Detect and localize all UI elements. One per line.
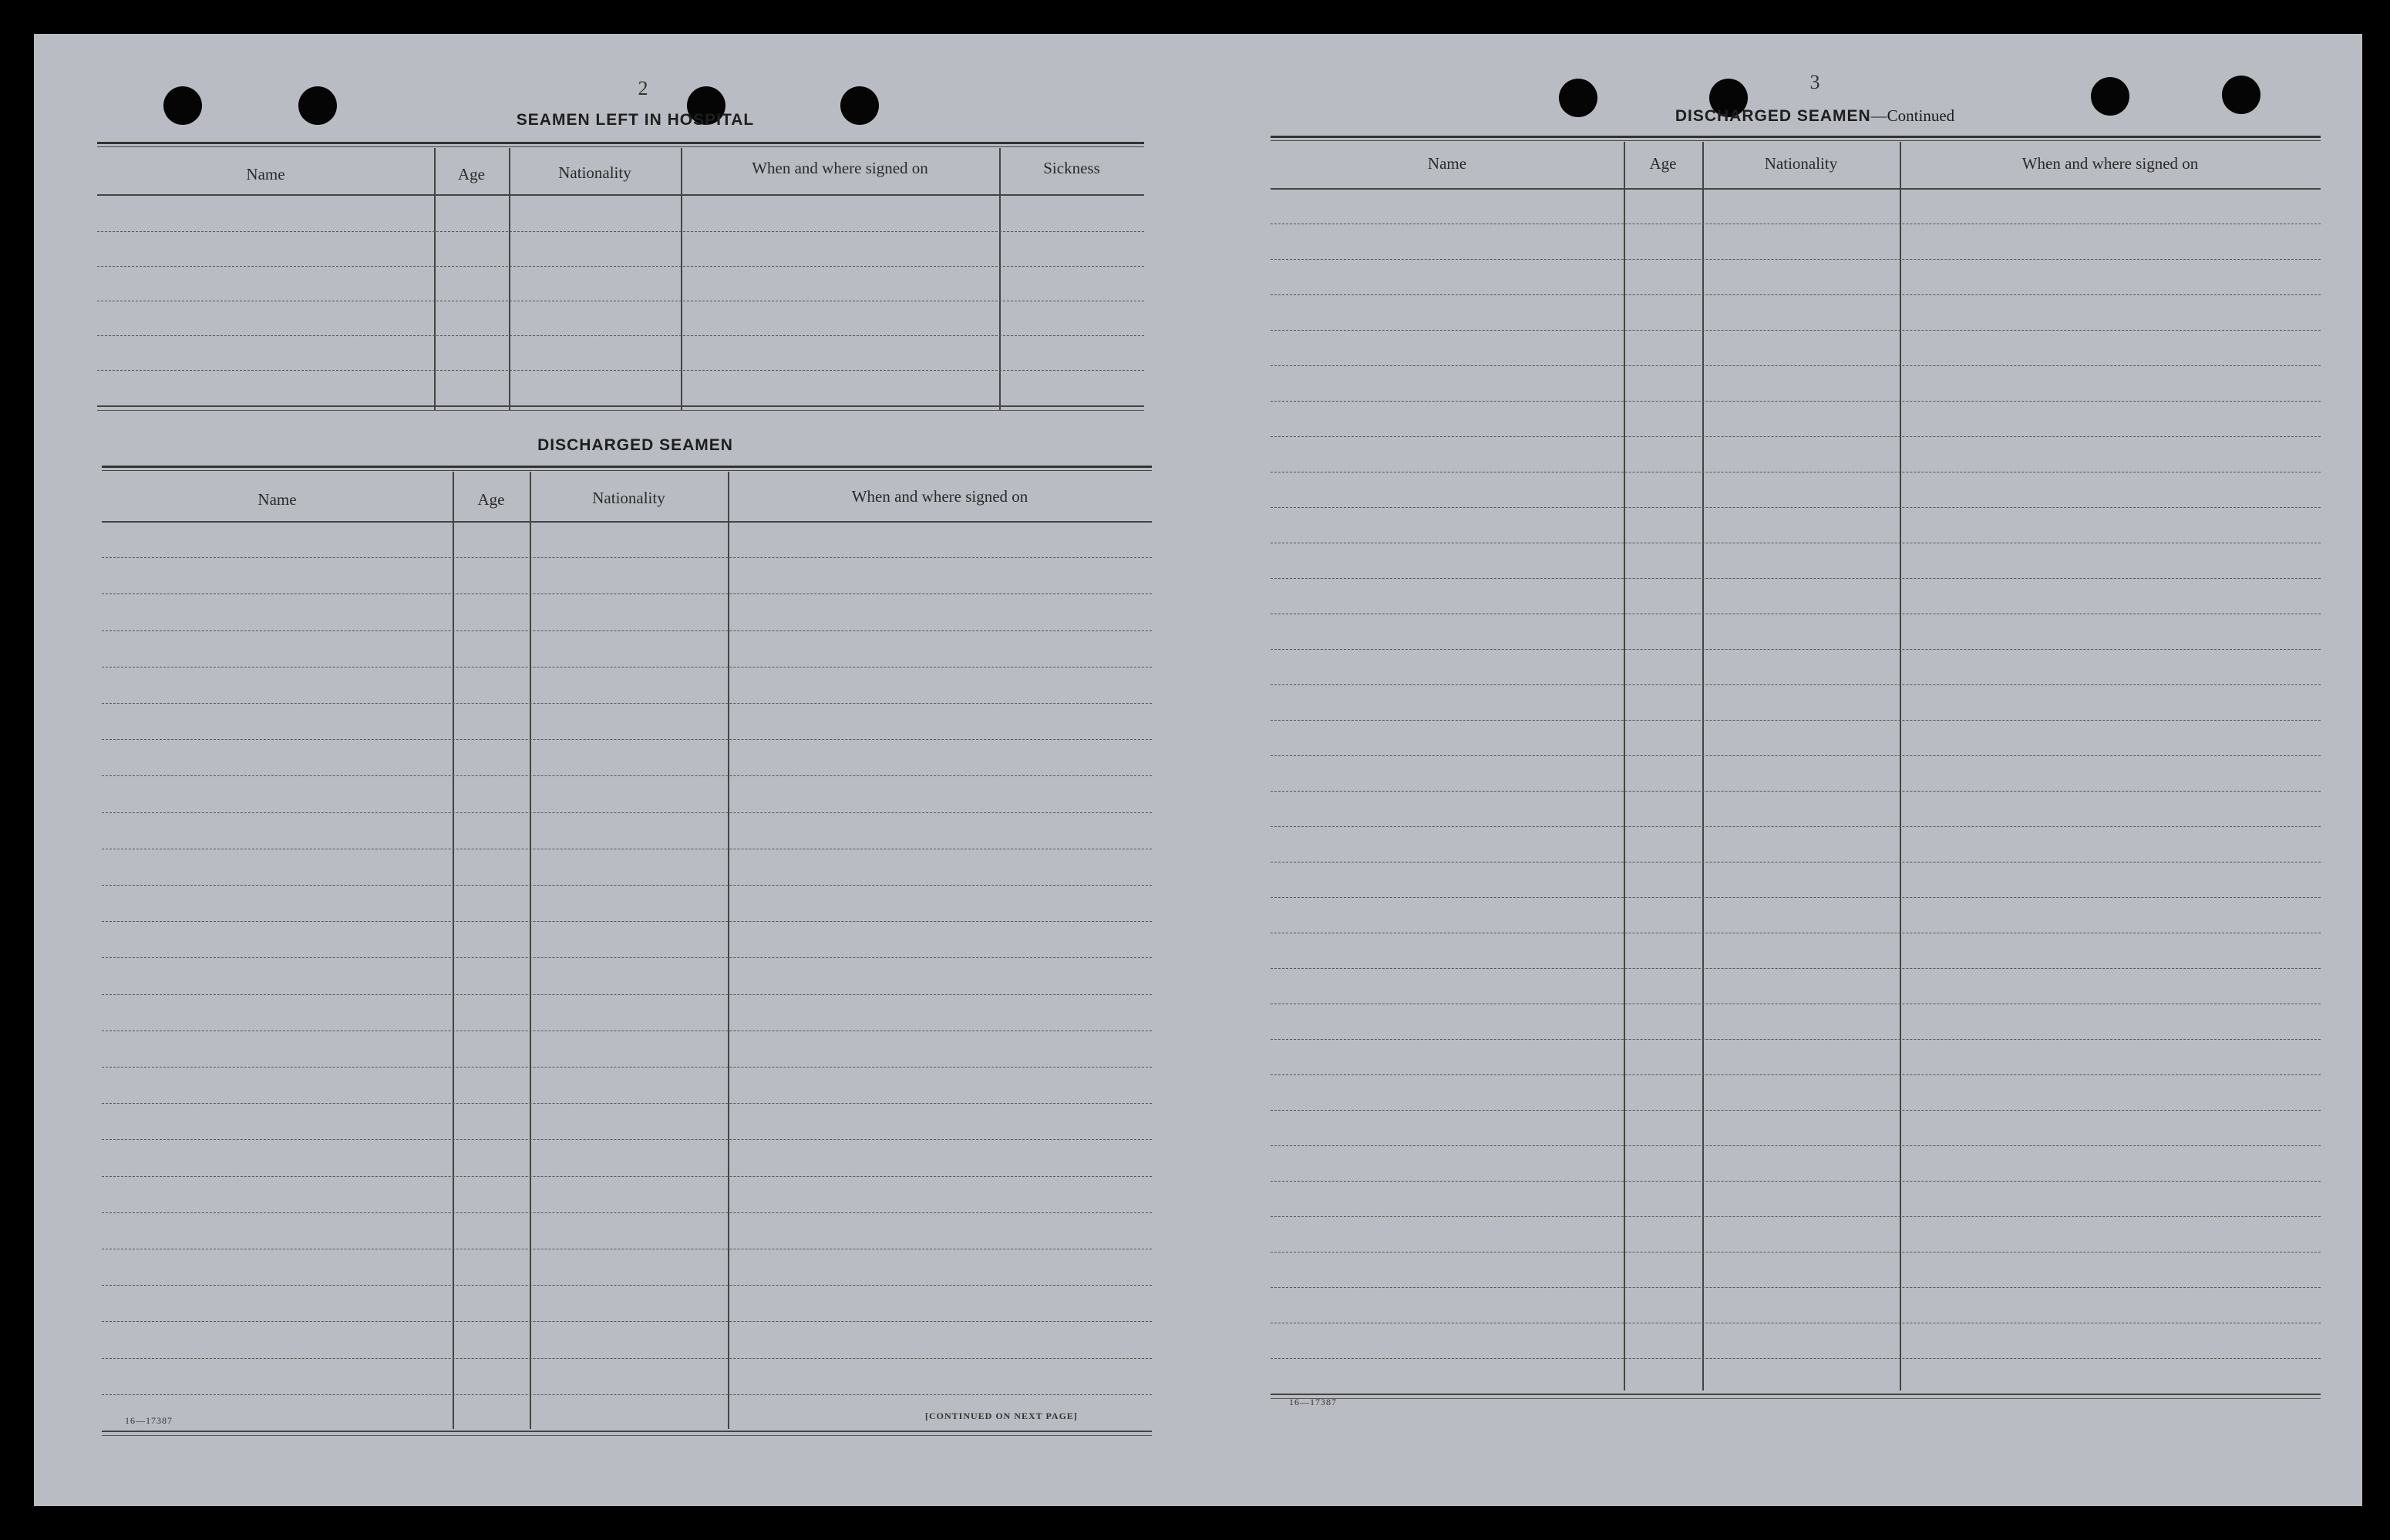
table-row	[1271, 365, 2321, 366]
table-row	[1271, 791, 2321, 792]
table-row	[1271, 1110, 2321, 1111]
table-row	[97, 370, 1144, 371]
table-row	[1271, 755, 2321, 756]
col-head-signed-on: When and where signed on	[851, 487, 1028, 506]
table-row	[1271, 259, 2321, 260]
col-head-nationality: Nationality	[592, 489, 665, 507]
table-row	[1271, 507, 2321, 508]
table-row	[102, 885, 1152, 886]
table-row	[1271, 294, 2321, 295]
continued-note: [CONTINUED ON NEXT PAGE]	[925, 1411, 1078, 1421]
table-row	[97, 335, 1144, 336]
table-row	[102, 1103, 1152, 1104]
discharged-table-right	[1271, 136, 2321, 1446]
page-number-right: 3	[1809, 71, 1820, 93]
table-row	[1271, 897, 2321, 898]
table-row	[1271, 684, 2321, 685]
table-row	[102, 921, 1152, 922]
table-row	[1271, 401, 2321, 402]
punch-hole	[298, 86, 337, 125]
table-row	[1271, 1252, 2321, 1253]
form-number-right: 16—17387	[1289, 1397, 1337, 1407]
col-head-age: Age	[477, 490, 505, 509]
punch-hole	[163, 86, 202, 125]
col-head-name: Name	[246, 165, 285, 183]
table-row	[1271, 578, 2321, 579]
table-row	[102, 1176, 1152, 1177]
table-row	[102, 957, 1152, 958]
discharged-continued-title-suffix: —Continued	[1870, 106, 1955, 125]
table-row	[97, 266, 1144, 267]
col-head-age: Age	[458, 165, 485, 183]
document-sheet	[34, 34, 2362, 1506]
table-row	[1271, 1287, 2321, 1288]
discharged-table-left	[102, 466, 1152, 1444]
table-row	[1271, 968, 2321, 969]
table-row	[102, 593, 1152, 594]
punch-hole	[2091, 77, 2129, 116]
discharged-section-title: DISCHARGED SEAMEN	[537, 436, 733, 454]
col-head-sickness: Sickness	[1043, 159, 1100, 177]
table-row	[102, 1067, 1152, 1068]
table-row	[1271, 1074, 2321, 1075]
col-head-nationality: Nationality	[558, 163, 631, 182]
table-row	[102, 1394, 1152, 1395]
table-row	[1271, 1358, 2321, 1359]
table-row	[102, 1212, 1152, 1213]
table-row	[1271, 1039, 2321, 1040]
col-head-signed-on: When and where signed on	[752, 159, 928, 177]
table-row	[102, 1321, 1152, 1322]
table-row	[97, 231, 1144, 232]
table-row	[1271, 1181, 2321, 1182]
col-head-nationality: Nationality	[1764, 154, 1838, 173]
table-row	[102, 557, 1152, 558]
table-row	[102, 812, 1152, 813]
table-row	[1271, 1216, 2321, 1217]
col-head-name: Name	[1427, 154, 1467, 173]
table-row	[1271, 436, 2321, 437]
table-row	[102, 630, 1152, 631]
table-row	[102, 703, 1152, 704]
table-row	[1271, 330, 2321, 331]
table-row	[102, 1285, 1152, 1286]
col-head-signed-on: When and where signed on	[2021, 154, 2199, 173]
table-row	[1271, 649, 2321, 650]
punch-hole	[2222, 76, 2260, 114]
table-row	[1271, 1145, 2321, 1146]
page-number-left: 2	[638, 77, 648, 99]
table-row	[102, 1358, 1152, 1359]
table-row	[102, 994, 1152, 995]
discharged-continued-title	[1568, 106, 2062, 126]
hospital-section-title: SEAMEN LEFT IN HOSPITAL	[516, 111, 755, 129]
table-row	[102, 1139, 1152, 1140]
table-row	[102, 775, 1152, 776]
discharged-continued-title-main: DISCHARGED SEAMEN	[1675, 107, 1871, 125]
col-head-name: Name	[258, 490, 297, 509]
table-row	[1271, 720, 2321, 721]
hospital-table	[97, 142, 1144, 450]
table-row	[1271, 826, 2321, 827]
form-number-left: 16—17387	[125, 1415, 173, 1426]
table-row	[102, 739, 1152, 740]
col-head-age: Age	[1649, 154, 1677, 173]
